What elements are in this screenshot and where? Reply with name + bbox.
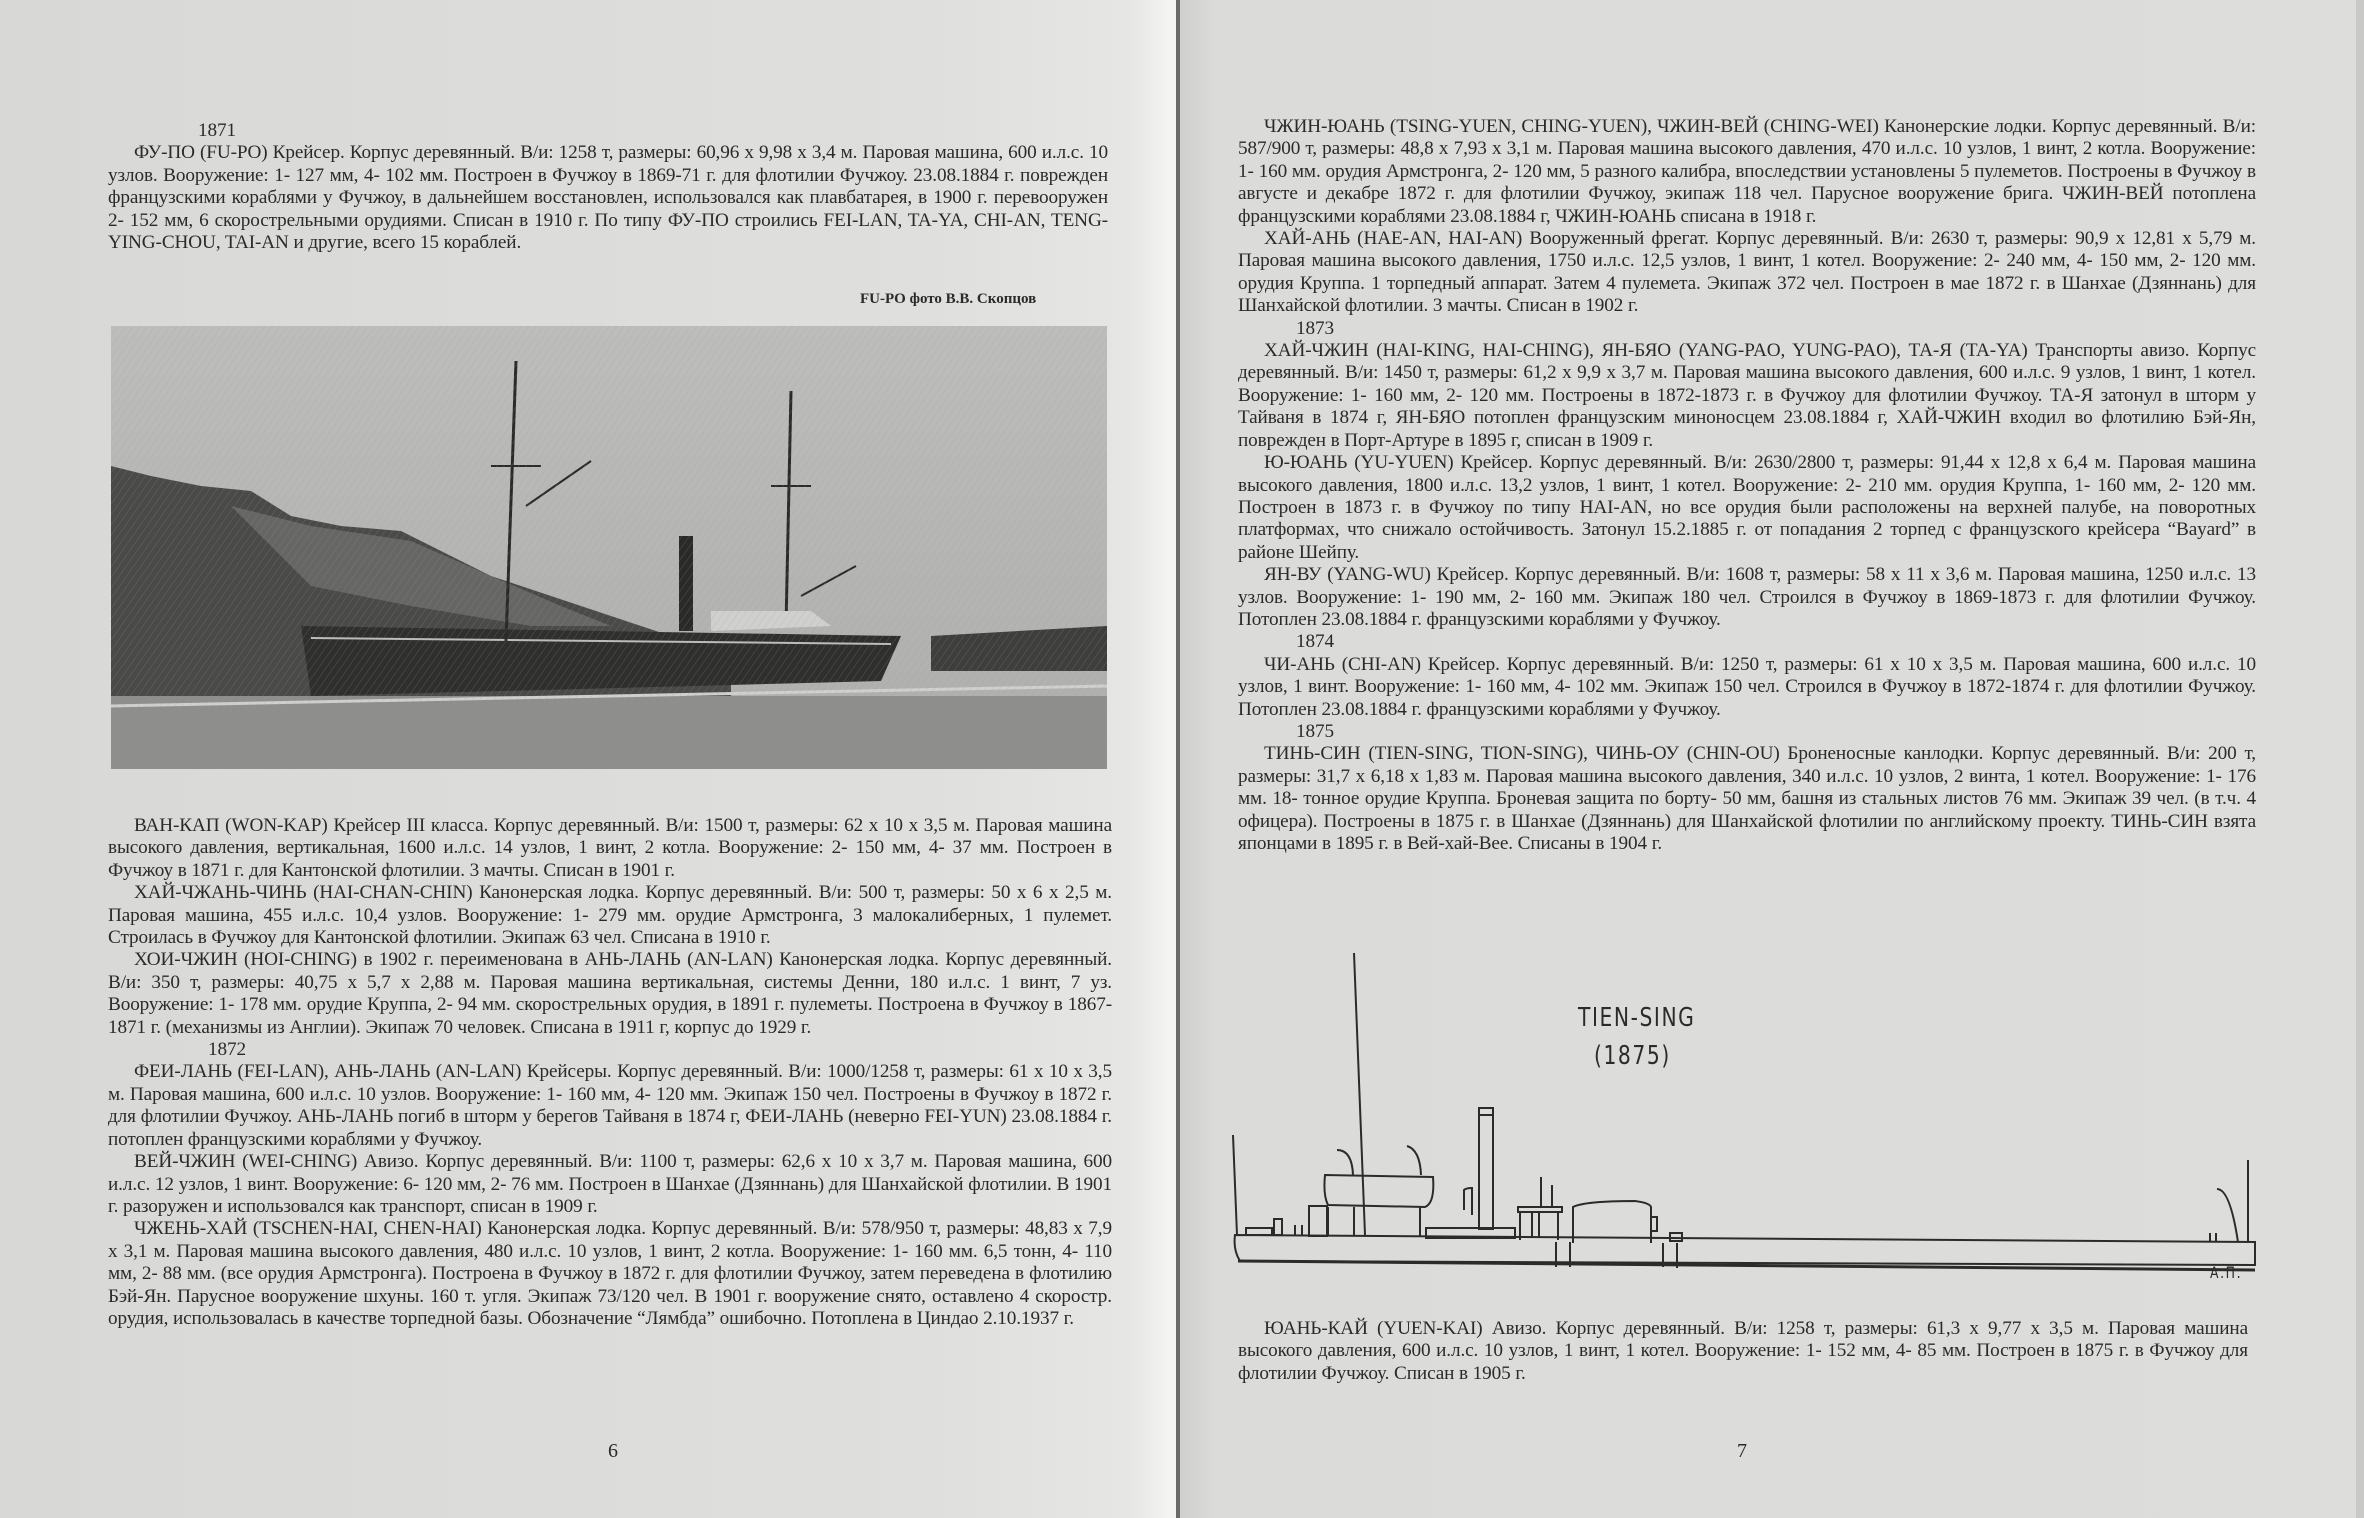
right-bottom-text: [1238, 1318, 2248, 1385]
page-number: 6: [608, 1440, 618, 1462]
ship-entry-tien-sing: ТИНЬ-СИН (TIEN-SING, TION-SING), ЧИНЬ-ОУ (CHIN-OU) Броненосные канлодки. Корпус деревянный. В/и: 200 т, размеры: 31,7 х 6,18 х 1,83 м. Паровая машина высокого давления, 340 и.л.с. 10 узлов, 2 винта, 1 котел. Вооружение: 1- 176 мм. 18- тонное орудие Круппа. Броневая защита по борту- 50 мм, башня из стальных листов 76 мм. Экипаж 39 чел. (в т.ч. 4 офицера). Построены в 1875 г. в Шанхае (Дзяннань) для Шанхайской флотилии по английскому проекту. ТИНЬ-СИН взята японцами в 1895 г. в Вей-хай-Вее. Списаны в 1904 г.: [1238, 743, 2256, 854]
book-spine-shadow: [1176, 0, 1180, 1518]
ship-entry-hai-king: ХАЙ-ЧЖИН (HAI-KING, HAI-CHING), ЯН-БЯО (YANG-PAO, YUNG-PAO), ТА-Я (TA-YA) Транспорты авизо. Корпус деревянный. В/и: 1450 т, размеры: 61,2 х 9,9 х 3,7 м. Паровая машина высокого давления, 600 и.л.с. 9 узлов, 1 винт, 1 котел. Вооружение: 1- 160 мм, 2- 120 мм. Построены в 1872-1873 г. в Фучжоу для флотилии Фучжоу. ТА-Я затонул в шторм у Тайваня в 1874 г, ЯН-БЯО потоплен французским миноносцем 23.08.1884 г, ХАЙ-ЧЖИН входил во флотилию Бэй-Ян, поврежден в Порт-Артуре в 1895 г, списан в 1909 г.: [1238, 340, 2256, 451]
drawing-year: (1875): [1594, 1041, 1671, 1071]
left-bottom-text: [108, 815, 1112, 1330]
ship-drawing-tien-sing: [1230, 945, 2260, 1285]
ship-entry-fei-lan: ФЕИ-ЛАНЬ (FEI-LAN), АНЬ-ЛАНЬ (AN-LAN) Крейсеры. Корпус деревянный. В/и: 1000/1258 т, размеры: 61 х 10 х 3,5 м. Паровая машина, 600 и.л.с. 10 узлов. Вооружение: 1- 160 мм, 4- 120 мм. Экипаж 150 чел. Построены в Фучжоу в 1872 г. для флотилии Фучжоу. АНЬ-ЛАНЬ погиб в шторм у берегов Тайваня в 1874 г, ФЕИ-ЛАНЬ (неверно FEI-YUN) 23.08.1884 г. потоплен французскими кораблями у Фучжоу.: [108, 1061, 1112, 1150]
ship-entry-chen-hai: ЧЖЕНЬ-ХАЙ (TSCHEN-HAI, CHEN-HAI) Канонерская лодка. Корпус деревянный. В/и: 578/950 т, размеры: 48,83 х 7,9 х 3,1 м. Паровая машина высокого давления, 480 и.л.с. 10 узлов, 1 винт, 2 котла. Вооружение: 1- 160 мм. 6,5 тонн, 4- 110 мм, 2- 88 мм. (все орудия Армстронга). Построена в Фучжоу в 1872 г. для флотилии Фучжоу, затем переведена в флотилию Бэй-Ян. Парусное вооружение шхуны. 160 т. угля. Экипаж 73/120 чел. В 1901 г. вооружение снято, оставлено 4 скоростр. орудия, использовалась в качестве торпедной базы. Обозначение “Лямбда” ошибочно. Потоплена в Циндао 2.10.1937 г.: [108, 1218, 1112, 1329]
photo-caption: FU-PO фото В.В. Скопцов: [860, 291, 1037, 307]
drawing-signature: А.П.: [2210, 1263, 2243, 1282]
ship-entry-won-kap: ВАН-КАП (WON-KAP) Крейсер III класса. Корпус деревянный. В/и: 1500 т, размеры: 62 х 10 х 3,5 м. Паровая машина высокого давления, вертикальная, 1600 и.л.с. 14 узлов, 1 винт, 2 котла. Вооружение: 2- 150 мм, 4- 37 мм. Построен в Фучжоу в 1871 г. для Кантонской флотилии. 3 мачты. Списан в 1901 г.: [108, 815, 1112, 881]
ship-entry-chi-an: ЧИ-АНЬ (CHI-AN) Крейсер. Корпус деревянный. В/и: 1250 т, размеры: 61 х 10 х 3,5 м. Паровая машина, 600 и.л.с. 10 узлов, 1 винт. Вооружение: 1- 160 мм, 4- 102 мм. Экипаж 150 чел. Строился в Фучжоу в 1872-1874 г. для флотилии Фучжоу. Потоплен 23.08.1884 г. французскими кораблями у Фучжоу.: [1238, 653, 2256, 720]
ship-entry-tsing-yuen: ЧЖИН-ЮАНЬ (TSING-YUEN, CHING-YUEN), ЧЖИН-ВЕЙ (CHING-WEI) Канонерские лодки. Корпус деревянный. В/и: 587/900 т, размеры: 48,8 х 7,93 х 3,1 м. Паровая машина высокого давления, 470 и.л.с. 10 узлов, 1 винт, 2 котла. Вооружение: 1- 160 мм. орудия Армстронга, 2- 120 мм, 5 разного калибра, впоследствии установлены 5 пулеметов. Построены в Фучжоу в августе и декабре 1872 г. для флотилии Фучжоу, экипаж 118 чел. Парусное вооружение брига. ЧЖИН-ВЕЙ потоплена французскими кораблями 23.08.1884 г, ЧЖИН-ЮАНЬ списана в 1918 г.: [1238, 116, 2256, 227]
year-heading: 1873: [1296, 317, 1334, 339]
ship-entry-hai-an: ХАЙ-АНЬ (HAE-AN, HAI-AN) Вооруженный фрегат. Корпус деревянный. В/и: 2630 т, размеры: 90,9 х 12,81 х 5,79 м. Паровая машина высокого давления, 1750 и.л.с. 12,5 узлов, 1 винт, 1 котел. Вооружение: 2- 240 мм, 4- 150 мм, 2- 120 мм. орудия Круппа. 1 торпедный аппарат. Затем 4 пулемета. Экипаж 372 чел. Построен в мае 1872 г. в Шанхае (Дзяннань) для Шанхайской флотилии. 3 мачты. Списан в 1902 г.: [1238, 228, 2256, 317]
page-edge: [2356, 0, 2364, 1518]
drawing-title: TIEN-SING: [1578, 1003, 1696, 1033]
ship-entry-hai-chan-chin: ХАЙ-ЧЖАНЬ-ЧИНЬ (HAI-CHAN-CHIN) Канонерская лодка. Корпус деревянный. В/и: 500 т, размеры: 50 х 6 х 2,5 м. Паровая машина, 455 и.л.с. 10,4 узлов. Вооружение: 1- 279 мм. орудие Армстронга, 3 малокалиберных, 1 пулемет. Строилась в Фучжоу для Кантонской флотилии. Экипаж 63 чел. Списана в 1910 г.: [108, 882, 1112, 949]
page-number: 7: [1737, 1440, 1747, 1462]
ship-entry-wei-ching: ВЕЙ-ЧЖИН (WEI-CHING) Авизо. Корпус деревянный. В/и: 1100 т, размеры: 62,6 х 10 х 3,7 м. Паровая машина, 600 и.л.с. 12 узлов, 1 винт. Вооружение: 6- 120 мм, 2- 76 мм. Построен в Шанхае (Дзяннань) для Шанхайской флотилии. В 1901 г. разоружен и использовался как транспорт, списан в 1909 г.: [108, 1151, 1112, 1217]
right-top-text: [1238, 116, 2256, 855]
ship-profile-icon: [1230, 945, 2260, 1285]
year-heading: 1872: [208, 1039, 246, 1061]
ship-photo-fu-po: [111, 326, 1107, 769]
book-gutter: [1165, 0, 1176, 1518]
year-heading: 1874: [1296, 631, 1334, 653]
ship-entry-yu-yuen: Ю-ЮАНЬ (YU-YUEN) Крейсер. Корпус деревянный. В/и: 2630/2800 т, размеры: 91,44 х 12,8 х 6,4 м. Паровая машина высокого давления, 1800 и.л.с. 13,2 узлов, 1 винт, 1 котел. Вооружение: 2- 210 мм. орудия Круппа, 1- 160 мм, 2- 120 мм. Построен в 1873 г. в Фучжоу по типу HAI-AN, но все орудия были расположены на верхней палубе, на поворотных платформах, что снижало остойчивость. Затонул 15.2.1885 г. от попадания 2 торпед с французского крейсера “Bayard” в районе Шейпу.: [1238, 452, 2256, 563]
ship-entry-yang-wu: ЯН-ВУ (YANG-WU) Крейсер. Корпус деревянный. В/и: 1608 т, размеры: 58 х 11 х 3,6 м. Паровая машина, 1250 и.л.с. 13 узлов. Вооружение: 1- 190 мм, 2- 160 мм. Экипаж 180 чел. Строился в Фучжоу в 1869-1873 г. для флотилии Фучжоу. Потоплен 23.08.1884 г. французскими кораблями у Фучжоу.: [1238, 564, 2256, 630]
year-heading: 1875: [1296, 720, 1334, 742]
ship-entry-fu-po: ФУ-ПО (FU-PO) Крейсер. Корпус деревянный. В/и: 1258 т, размеры: 60,96 х 9,98 х 3,4 м. Паровая машина, 600 и.л.с. 10 узлов. Вооружение: 1- 127 мм, 4- 102 мм. Построен в Фучжоу в 1869-71 г. для флотилии Фучжоу. 23.08.1884 г. поврежден французскими кораблями у Фучжоу, в дальнейшем восстановлен, использовался как плавбатарея, в 1900 г. перевооружен 2- 152 мм, 6 скорострельными орудиями. Списан в 1910 г. По типу ФУ-ПО строились FEI-LAN, TA-YA, CHI-AN, TENG-YING-CHOU, TAI-AN и другие, всего 15 кораблей.: [108, 142, 1108, 254]
ship-entry-yuen-kai: ЮАНЬ-КАЙ (YUEN-KAI) Авизо. Корпус деревянный. В/и: 1258 т, размеры: 61,3 х 9,77 х 3,5 м. Паровая машина высокого давления, 600 и.л.с. 10 узлов, 1 винт, 1 котел. Вооружение: 1- 152 мм, 4- 85 мм. Построен в 1875 г. в Фучжоу для флотилии Фучжоу. Списан в 1905 г.: [1238, 1318, 2248, 1384]
year-heading: 1871: [198, 120, 236, 141]
ship-entry-hoi-ching: ХОИ-ЧЖИН (HOI-CHING) в 1902 г. переименована в АНЬ-ЛАНЬ (AN-LAN) Канонерская лодка. Корпус деревянный. В/и: 350 т, размеры: 40,75 х 5,7 х 2,88 м. Паровая машина вертикальная, системы Денни, 180 и.л.с. 1 винт, 7 уз. Вооружение: 1- 178 мм. орудие Круппа, 2- 94 мм. скорострельных орудия, в 1891 г. пулеметы. Построена в Фучжоу в 1867-1871 г. (механизмы из Англии). Экипаж 70 человек. Списана в 1911 г, корпус до 1929 г.: [108, 949, 1112, 1038]
left-top-text: [108, 120, 1108, 254]
